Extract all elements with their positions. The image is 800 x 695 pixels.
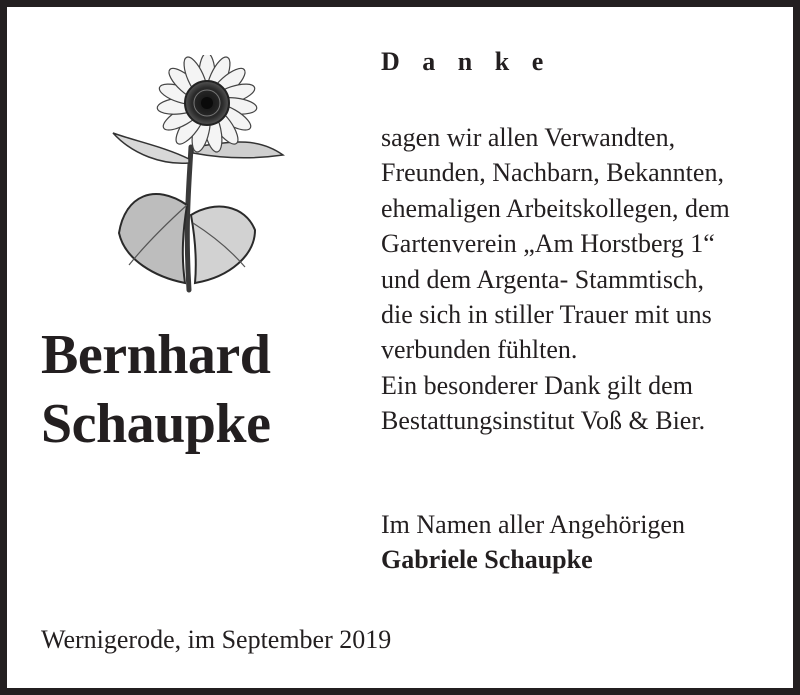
message-line: Ein besonderer Dank gilt dem (381, 370, 693, 400)
thank-you-message (381, 120, 781, 439)
message-line: verbunden fühlten. (381, 335, 578, 365)
place-and-date: Wernigerode, im September 2019 (41, 625, 392, 654)
message-line: sagen wir allen Verwandten, (381, 123, 676, 152)
sunflower-illustration (105, 55, 295, 300)
deceased-last-name: Schaupke (41, 393, 271, 455)
message-line: Freunden, Nachbarn, Bekannten, (381, 158, 724, 188)
message-line: die sich in stiller Trauer mit uns (381, 300, 712, 330)
signoff-name: Gabriele Schaupke (381, 545, 593, 575)
message-line: ehemaligen Arbeitskollegen, dem (381, 193, 730, 223)
message-line: Bestattungsinstitut Voß & Bier. (381, 406, 706, 436)
signoff (381, 507, 781, 578)
deceased-first-name: Bernhard (41, 324, 271, 386)
message-line: und dem Argenta- Stammtisch, (381, 264, 705, 294)
signoff-line: Im Namen aller Angehörigen (381, 510, 685, 539)
message-line: Gartenverein „Am Horstberg 1“ (381, 229, 715, 259)
notice-heading: D a n k e (381, 47, 552, 76)
